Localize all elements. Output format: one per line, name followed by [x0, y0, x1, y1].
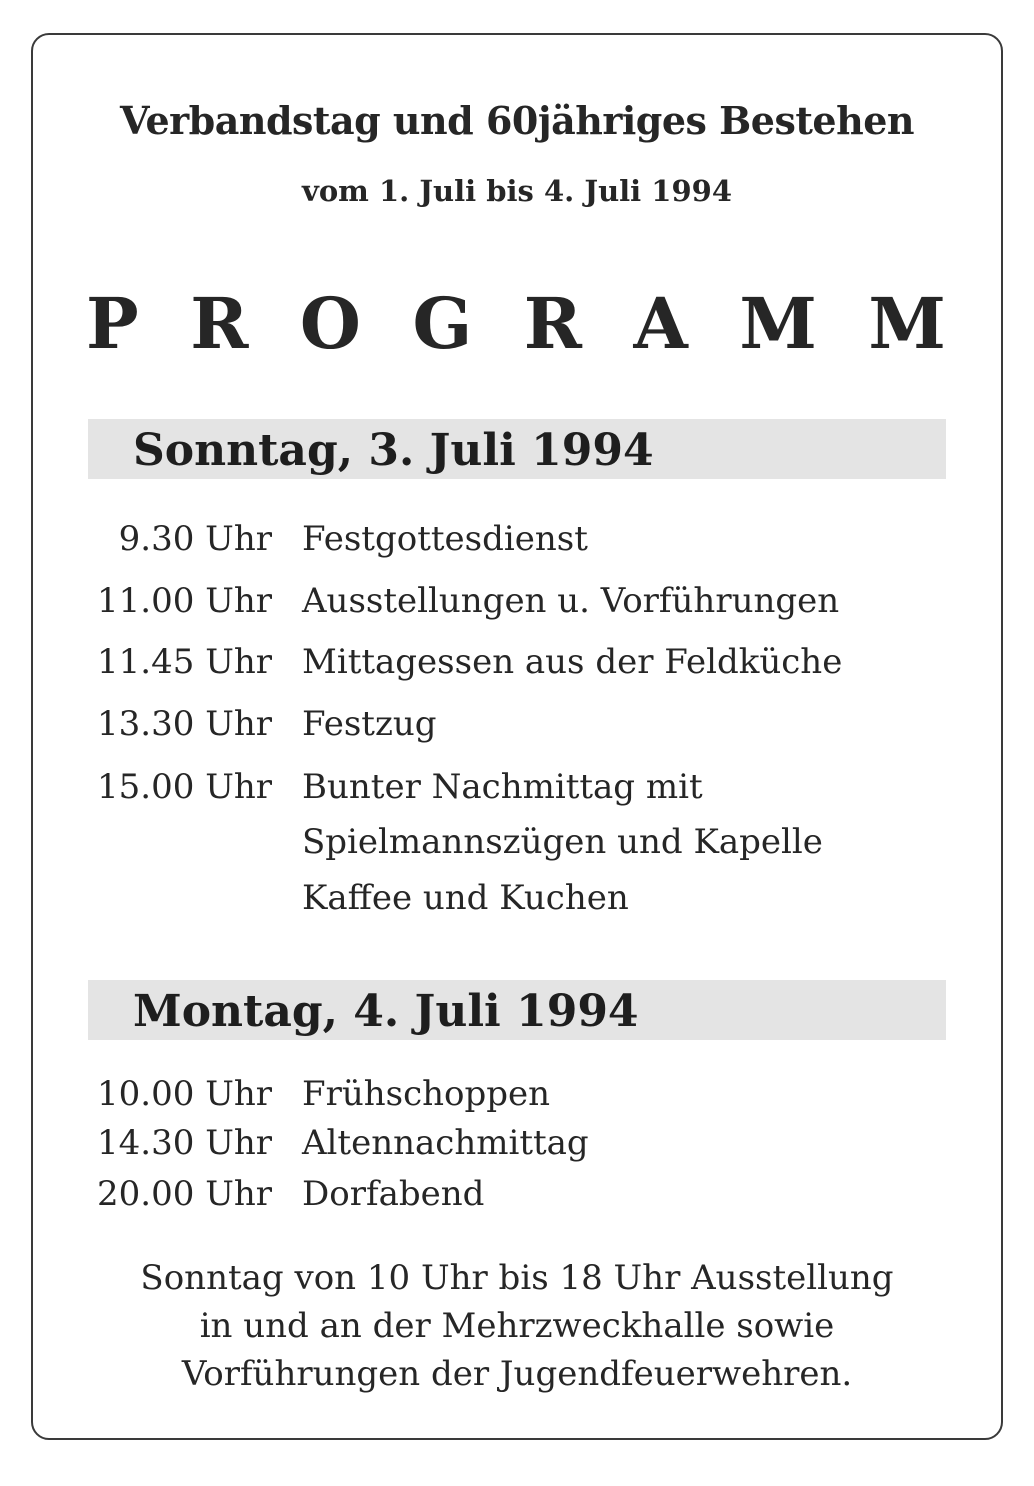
schedule-entry — [0, 517, 1034, 561]
page-title: Verbandstag und 60jähriges Bestehen — [119, 98, 915, 143]
entry-time: 9.30 Uhr — [118, 519, 272, 559]
entry-event: Kaffee und Kuchen — [302, 878, 629, 918]
program-letter: R — [190, 282, 249, 365]
entry-event: Ausstellungen u. Vorführungen — [302, 581, 840, 621]
entry-time: 11.00 Uhr — [97, 581, 272, 621]
schedule-entry — [0, 1121, 1034, 1165]
entry-event: Altennachmittag — [302, 1123, 589, 1163]
entry-time: 10.00 Uhr — [97, 1074, 272, 1114]
entry-event: Festzug — [302, 704, 437, 744]
schedule-entry-continuation — [0, 820, 1034, 864]
schedule-entry — [0, 640, 1034, 684]
note-line: Vorführungen der Jugendfeuerwehren. — [181, 1354, 853, 1394]
day-label: Montag, 4. Juli 1994 — [133, 986, 639, 1037]
note-line: Sonntag von 10 Uhr bis 18 Uhr Ausstellung — [140, 1258, 894, 1298]
date-range-subtitle: vom 1. Juli bis 4. Juli 1994 — [301, 174, 732, 208]
entry-time: 11.45 Uhr — [97, 642, 272, 682]
note-line: in und an der Mehrzweckhalle sowie — [199, 1306, 835, 1346]
entry-time: 20.00 Uhr — [97, 1174, 272, 1214]
entry-time: 14.30 Uhr — [97, 1123, 272, 1163]
schedule-entry-continuation — [0, 876, 1034, 920]
entry-time: 13.30 Uhr — [97, 704, 272, 744]
entry-event: Frühschoppen — [302, 1074, 551, 1114]
entry-event: Festgottesdienst — [302, 519, 588, 559]
program-letter: M — [739, 282, 817, 365]
entry-event: Spielmannszügen und Kapelle — [302, 822, 823, 862]
program-heading — [86, 282, 946, 365]
schedule-entry — [0, 1072, 1034, 1116]
program-letter: P — [86, 282, 139, 365]
entry-event: Dorfabend — [302, 1174, 485, 1214]
day-header-sunday — [88, 419, 946, 479]
schedule-entry — [0, 765, 1034, 809]
schedule-entry — [0, 702, 1034, 746]
program-letter: G — [412, 282, 473, 365]
program-letter: O — [299, 282, 361, 365]
program-letter: R — [523, 282, 582, 365]
entry-event: Bunter Nachmittag mit — [302, 767, 703, 807]
exhibition-note — [0, 1254, 1034, 1398]
entry-time: 15.00 Uhr — [97, 767, 272, 807]
day-header-monday — [88, 980, 946, 1040]
program-letter: A — [633, 282, 688, 365]
schedule-entry — [0, 1172, 1034, 1216]
schedule-entry — [0, 579, 1034, 623]
day-label: Sonntag, 3. Juli 1994 — [133, 425, 654, 476]
entry-event: Mittagessen aus der Feldküche — [302, 642, 843, 682]
program-letter: M — [868, 282, 946, 365]
